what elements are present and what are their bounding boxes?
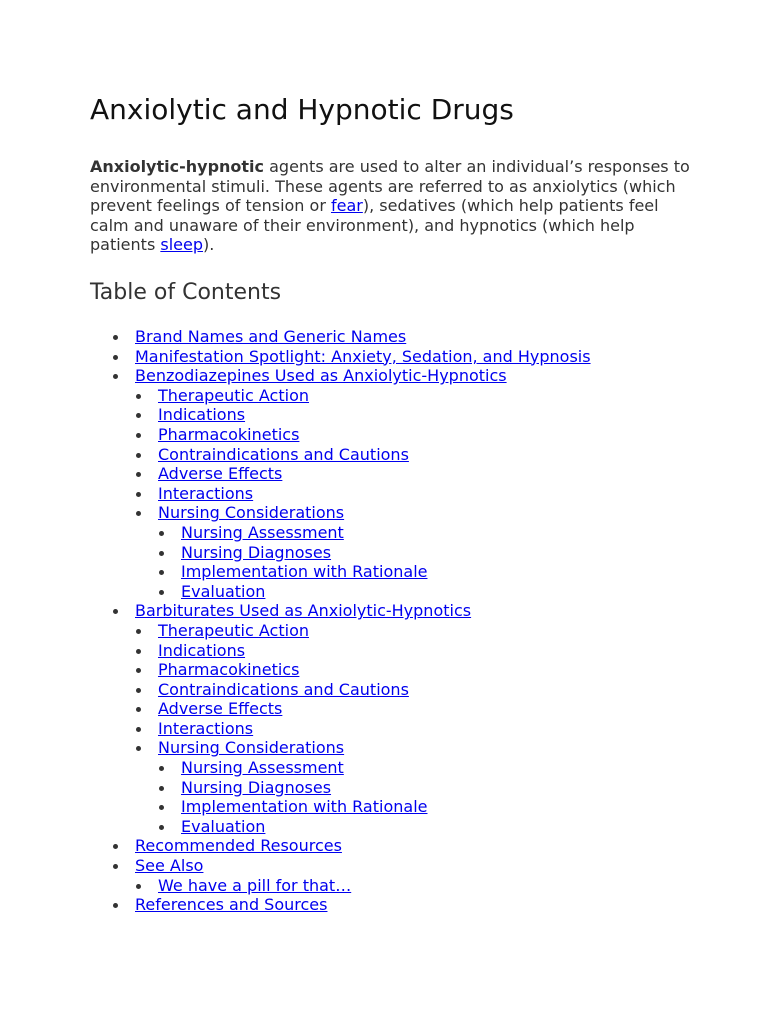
bullet-icon [136, 727, 141, 732]
toc-link-barb-therapeutic-action[interactable]: Therapeutic Action [158, 620, 309, 640]
bullet-icon [136, 394, 141, 399]
toc-link-benzo-nursing-diagnoses[interactable]: Nursing Diagnoses [181, 542, 332, 562]
toc-item [90, 347, 730, 367]
toc-item [90, 464, 730, 484]
toc-link-barb-evaluation[interactable]: Evaluation [181, 816, 266, 836]
bullet-icon [113, 609, 118, 614]
bullet-icon [159, 805, 164, 810]
bullet-icon [113, 335, 118, 340]
intro-bold-term: Anxiolytic-hypnotic [90, 157, 265, 176]
toc-item [90, 484, 730, 504]
toc-item [90, 562, 730, 582]
toc-link-brand-names[interactable]: Brand Names and Generic Names [135, 327, 407, 346]
toc-link-benzo-nursing-assessment[interactable]: Nursing Assessment [181, 522, 344, 542]
toc-link-benzo-contraindications[interactable]: Contraindications and Cautions [158, 444, 409, 464]
toc-item [90, 405, 730, 425]
toc-item [90, 641, 730, 661]
toc-heading: Table of Contents [90, 280, 282, 305]
toc-item [90, 503, 730, 601]
bullet-icon [136, 746, 141, 751]
bullet-icon [113, 903, 118, 908]
intro-text-1: agents are used to alter an individual’s responses to environmental stimuli. These agents are referred to as anxiolytics (which prevent feelings of tension or [90, 157, 690, 216]
toc-link-benzo-pharmacokinetics[interactable]: Pharmacokinetics [158, 424, 300, 444]
intro-text-2: ), sedatives (which help patients feel calm and unaware of their environment), and hypnotics (which help patients [90, 196, 659, 255]
toc-link-barb-nursing-considerations[interactable]: Nursing Considerations [158, 738, 345, 758]
bullet-icon [113, 844, 118, 849]
toc-link-benzodiazepines[interactable]: Benzodiazepines Used as Anxiolytic-Hypnotics [135, 366, 507, 386]
toc-link-barb-indications[interactable]: Indications [158, 640, 246, 660]
toc-link-barb-contraindications[interactable]: Contraindications and Cautions [158, 679, 409, 699]
bullet-icon [159, 570, 164, 575]
toc-link-benzo-indications[interactable]: Indications [158, 405, 246, 425]
toc-link-barb-nursing-assessment[interactable]: Nursing Assessment [181, 758, 344, 778]
bullet-icon [159, 531, 164, 536]
toc-link-recommended-resources[interactable]: Recommended Resources [135, 836, 342, 856]
toc-link-benzo-nursing-considerations[interactable]: Nursing Considerations [158, 503, 345, 523]
toc-link-barb-pharmacokinetics[interactable]: Pharmacokinetics [158, 660, 300, 680]
toc-link-barb-implementation[interactable]: Implementation with Rationale [181, 797, 428, 817]
toc-link-barb-nursing-diagnoses[interactable]: Nursing Diagnoses [181, 777, 332, 797]
toc-item [90, 699, 730, 719]
bullet-icon [159, 551, 164, 556]
bullet-icon [136, 668, 141, 673]
bullet-icon [136, 472, 141, 477]
toc-link-barb-adverse-effects[interactable]: Adverse Effects [158, 699, 283, 719]
toc-item [90, 582, 730, 602]
toc-item [90, 758, 730, 778]
toc-item [90, 523, 730, 543]
bullet-icon [136, 649, 141, 654]
fear-link[interactable]: fear [330, 196, 363, 216]
toc-item [90, 445, 730, 465]
toc-item [90, 621, 730, 641]
toc-item [90, 366, 730, 601]
toc-item [90, 876, 730, 896]
toc-item [90, 543, 730, 563]
toc-item [90, 660, 730, 680]
bullet-icon [159, 786, 164, 791]
toc-link-manifestation[interactable]: Manifestation Spotlight: Anxiety, Sedation, and Hypnosis [135, 346, 591, 366]
toc-item [90, 680, 730, 700]
bullet-icon [136, 688, 141, 693]
bullet-icon [136, 433, 141, 438]
toc-link-see-also[interactable]: See Also [135, 856, 204, 876]
bullet-icon [136, 453, 141, 458]
toc-item [90, 797, 730, 817]
toc-link-benzo-adverse-effects[interactable]: Adverse Effects [158, 464, 283, 484]
bullet-icon [113, 374, 118, 379]
toc-link-benzo-interactions[interactable]: Interactions [158, 483, 254, 503]
sleep-link[interactable]: sleep [160, 235, 203, 255]
bullet-icon [113, 864, 118, 869]
toc-item [90, 856, 730, 895]
bullet-icon [136, 492, 141, 497]
toc-link-barb-interactions[interactable]: Interactions [158, 718, 254, 738]
toc-item [90, 738, 730, 836]
toc-link-benzo-implementation[interactable]: Implementation with Rationale [181, 562, 428, 582]
page-title: Anxiolytic and Hypnotic Drugs [90, 93, 514, 126]
bullet-icon [136, 884, 141, 889]
toc-item [90, 895, 730, 915]
bullet-icon [159, 766, 164, 771]
toc-item [90, 817, 730, 837]
toc-item [90, 425, 730, 445]
toc-link-pill-for-that[interactable]: We have a pill for that… [158, 875, 352, 895]
toc-link-references[interactable]: References and Sources [135, 895, 328, 915]
toc-link-benzo-evaluation[interactable]: Evaluation [181, 581, 266, 601]
bullet-icon [136, 707, 141, 712]
bullet-icon [159, 590, 164, 595]
bullet-icon [136, 511, 141, 516]
table-of-contents [90, 327, 730, 915]
toc-item [90, 719, 730, 739]
toc-item [90, 778, 730, 798]
bullet-icon [136, 629, 141, 634]
toc-link-benzo-therapeutic-action[interactable]: Therapeutic Action [158, 385, 309, 405]
bullet-icon [113, 355, 118, 360]
toc-item [90, 386, 730, 406]
toc-item [90, 327, 730, 347]
toc-link-barbiturates[interactable]: Barbiturates Used as Anxiolytic-Hypnotics [135, 601, 472, 621]
bullet-icon [159, 825, 164, 830]
intro-paragraph [90, 157, 690, 255]
toc-item [90, 836, 730, 856]
toc-item [90, 601, 730, 836]
intro-text-3: ). [202, 235, 215, 255]
bullet-icon [136, 413, 141, 418]
